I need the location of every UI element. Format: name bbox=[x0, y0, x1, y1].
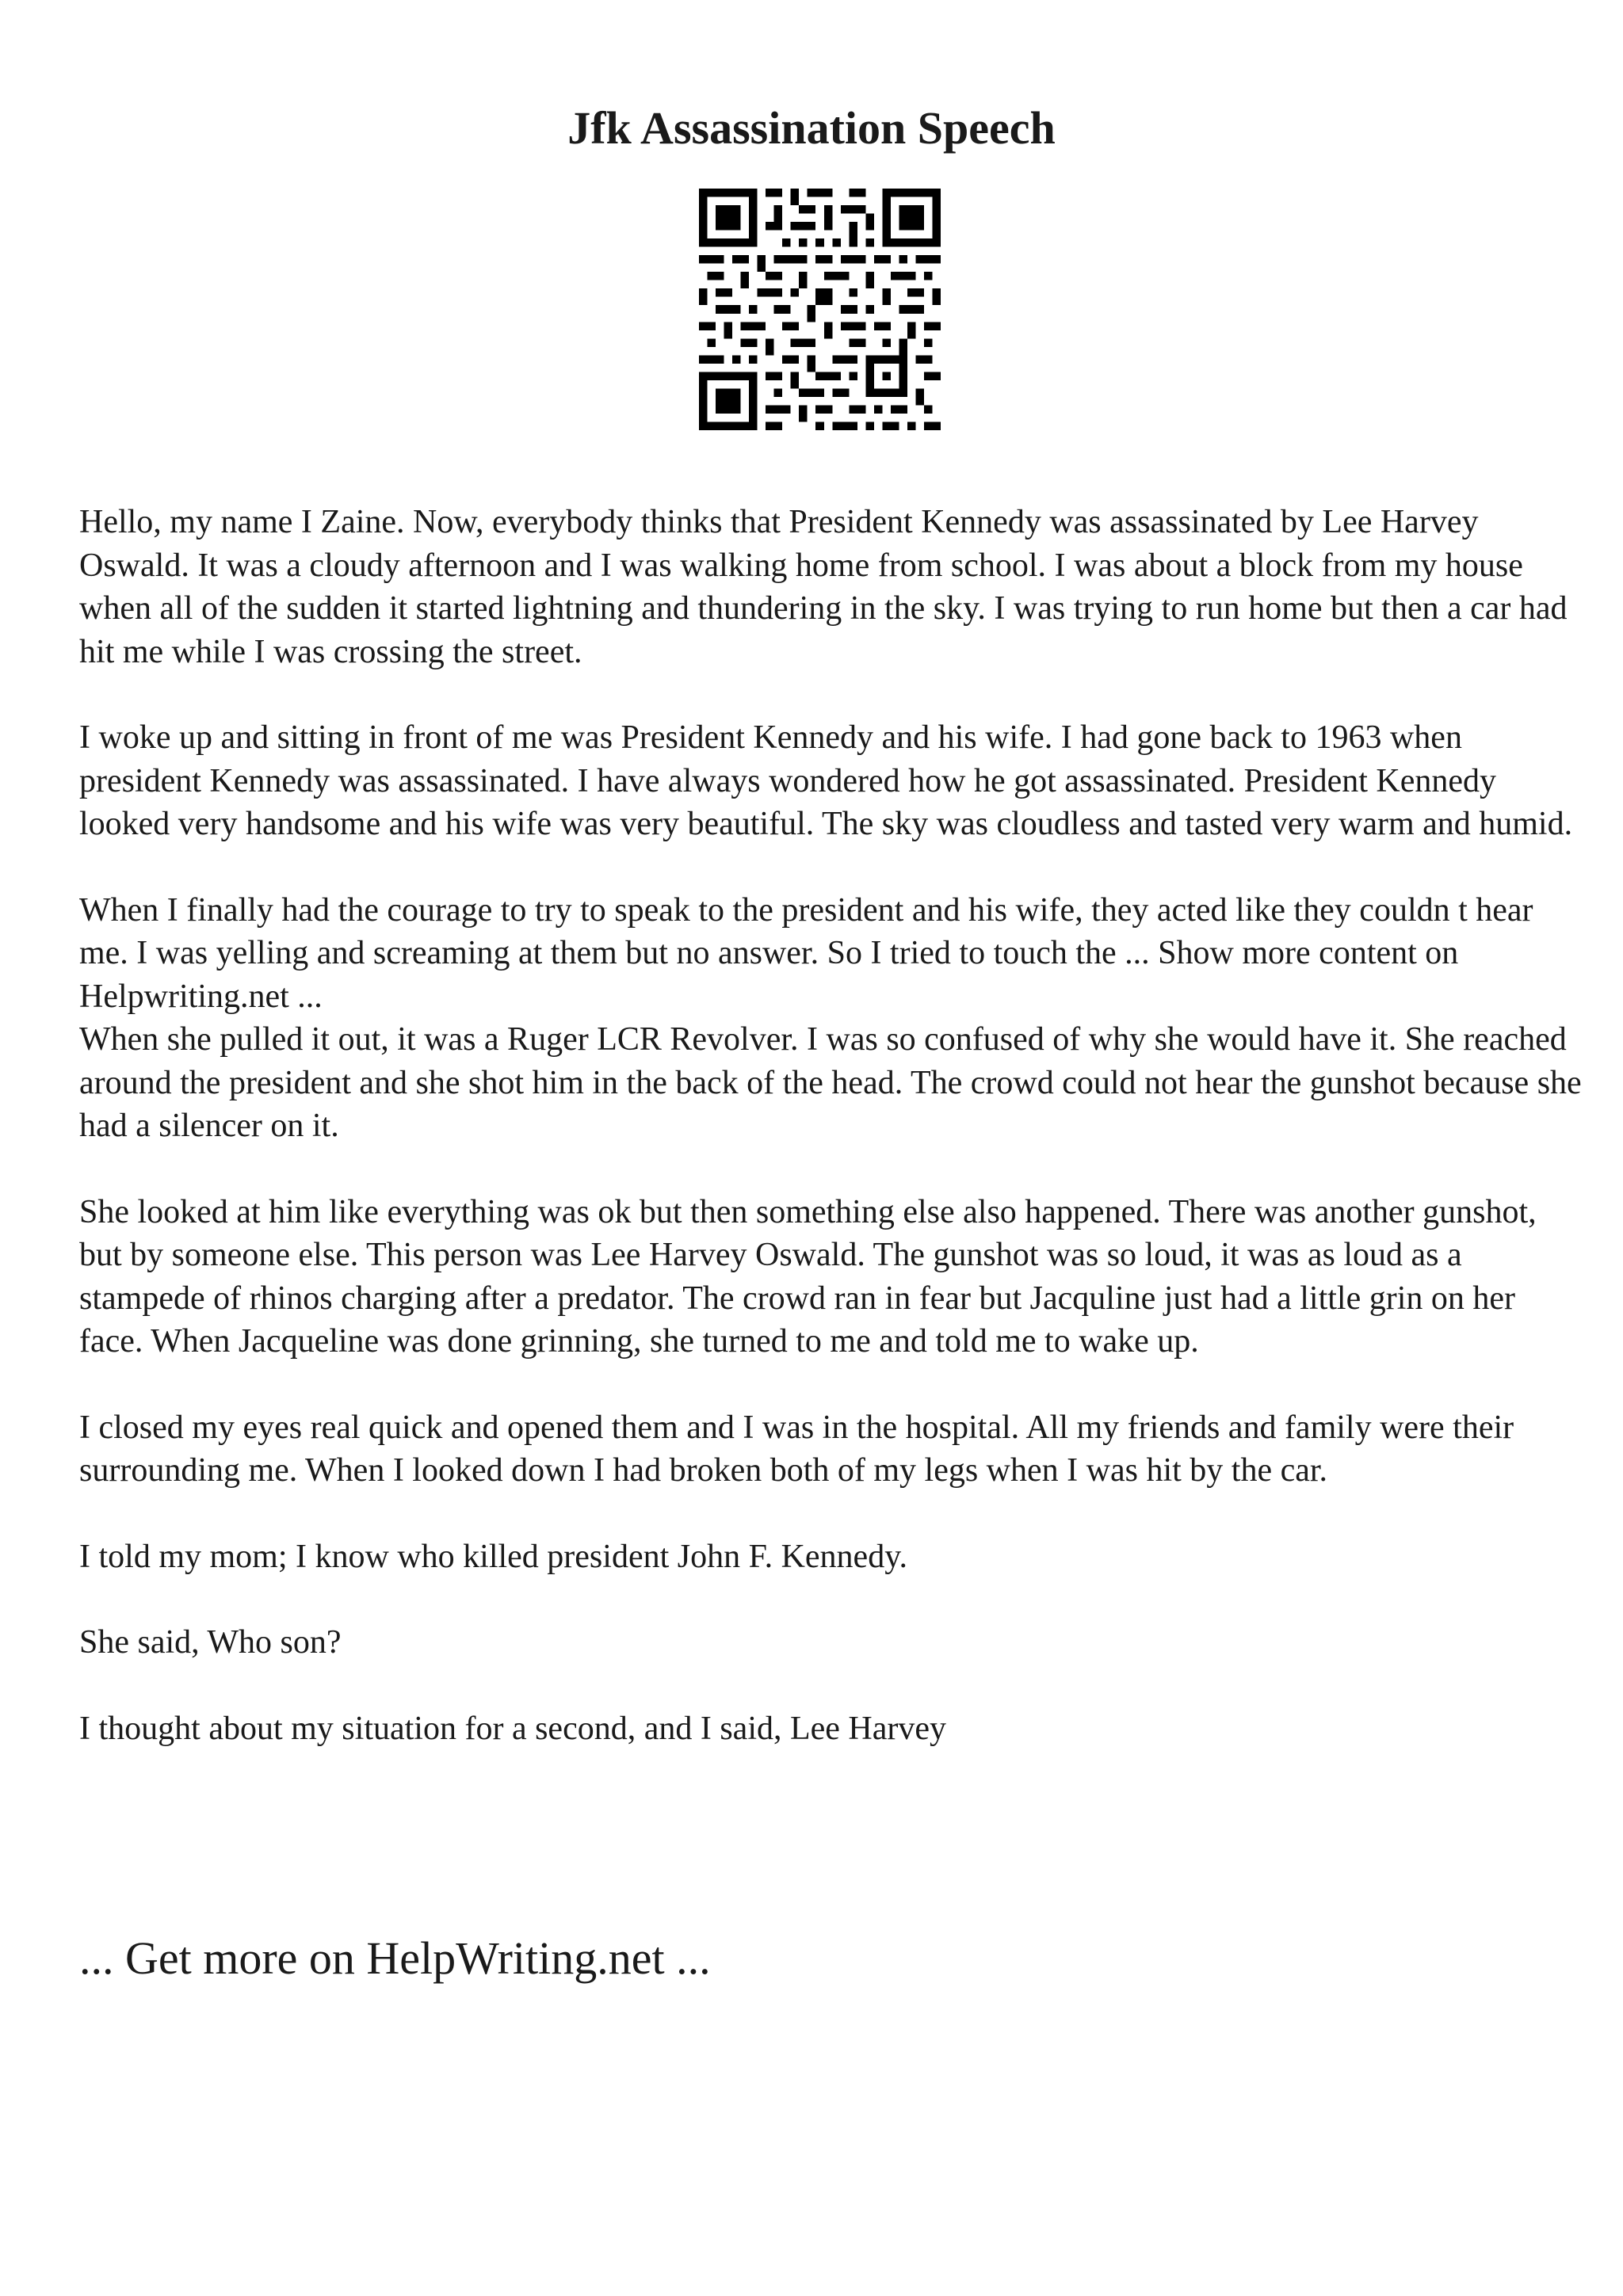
document-title: Jfk Assassination Speech bbox=[567, 102, 1056, 154]
paragraph: I told my mom; I know who killed president John F. Kennedy. bbox=[79, 1538, 907, 1575]
paragraph: She looked at him like everything was ok but then something else also happened. There was another gunshot, but by someone else. This person was Lee Harvey Oswald. The gunshot was so loud, it was as loud as a stampede of rhinos charging after a predator. The crowd ran in fear but Jacquline just had a little grin on her face. When Jacqueline was done grinning, she turned to me and told me to wake up. bbox=[79, 1193, 1537, 1360]
qr-code-icon bbox=[699, 189, 941, 430]
paragraph: She said, Who son? bbox=[79, 1624, 342, 1661]
paragraph: I woke up and sitting in front of me was President Kennedy and his wife. I had gone back to 1963 when president Kennedy was assassinated. I have always wondered how he got assassinated. President Kennedy looked very handsome and his wife was very beautiful. The sky was cloudless and tasted very warm and humid. bbox=[79, 719, 1573, 842]
get-more-link[interactable]: ... Get more on HelpWriting.net ... bbox=[79, 1932, 711, 1984]
paragraph: Hello, my name I Zaine. Now, everybody thinks that President Kennedy was assassinated by Lee Harvey Oswald. It was a cloudy afternoon and I was walking home from school. I was about a block from my house when all of the sudden it started lightning and thundering in the sky. I was trying to run home but then a car had hit me while I was crossing the street. bbox=[79, 504, 1568, 670]
paragraph: I closed my eyes real quick and opened them and I was in the hospital. All my friends and family were their surrounding me. When I looked down I had broken both of my legs when I was hit by the car. bbox=[79, 1409, 1514, 1489]
paragraph: When I finally had the courage to try to speak to the president and his wife, they acted like they couldn t hear me. I was yelling and screaming at them but no answer. So I tried to touch the ... Show more content on Helpwriting.net ... bbox=[79, 891, 1533, 1015]
paragraph: I thought about my situation for a second, and I said, Lee Harvey bbox=[79, 1710, 947, 1747]
paragraph: When she pulled it out, it was a Ruger LCR Revolver. I was so confused of why she would have it. She reached around the president and she shot him in the back of the head. The crowd could not hear the gunshot because she had a silencer on it. bbox=[79, 1021, 1582, 1144]
document-body bbox=[79, 501, 1585, 1793]
